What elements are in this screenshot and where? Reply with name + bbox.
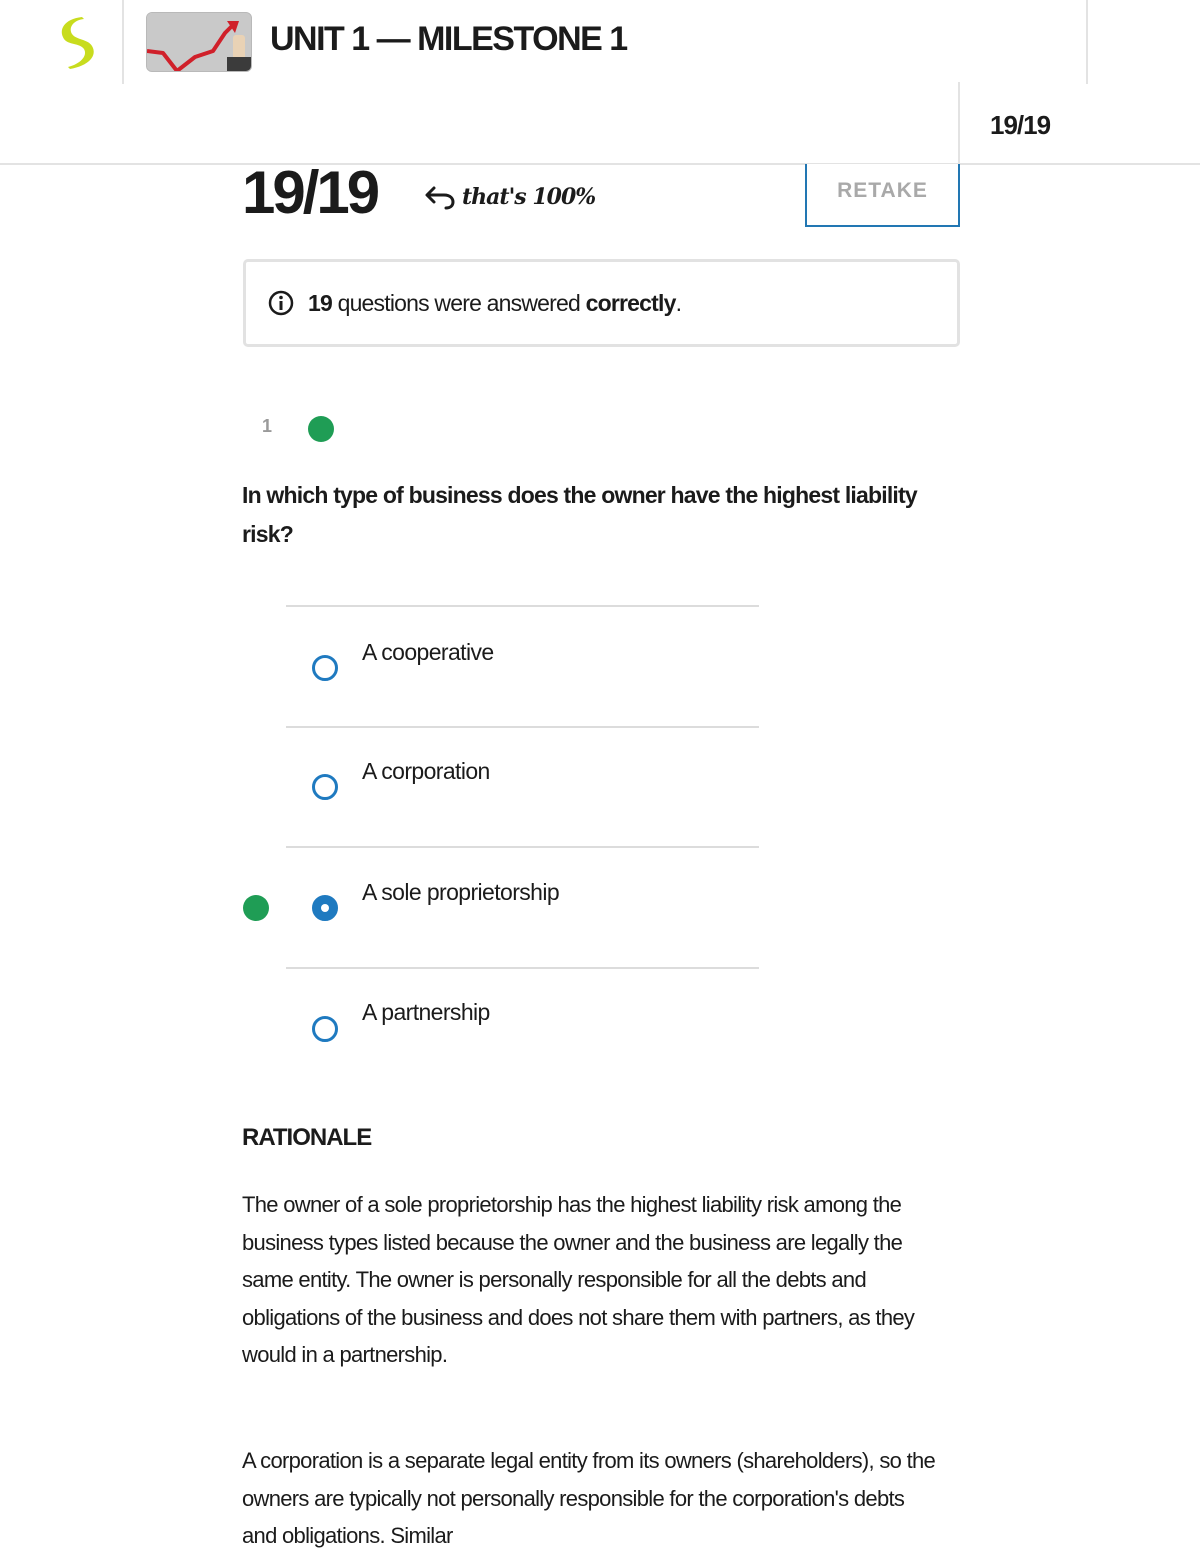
- score-bar-bottom-border: [0, 163, 1200, 165]
- score-bar-divider: [958, 82, 960, 164]
- info-icon: [268, 290, 294, 316]
- rationale-paragraph: A corporation is a separate legal entity from its owners (shareholders), so the owners are typically not personally responsible for the corporation's debts and obligations. Similar: [242, 1448, 936, 1548]
- option-label: A partnership: [362, 999, 490, 1025]
- info-end: .: [675, 289, 682, 316]
- header-divider: [122, 0, 124, 84]
- percent-note: [424, 184, 595, 210]
- question-text: In which type of business does the owner have the highest liability risk?: [242, 482, 917, 547]
- option-label: A corporation: [362, 758, 490, 784]
- radio-button[interactable]: [312, 1016, 338, 1042]
- option-label: A sole proprietorship: [362, 879, 560, 905]
- radio-button-selected[interactable]: [312, 895, 338, 921]
- app-header: [0, 0, 1200, 84]
- correct-answer-indicator: [243, 895, 269, 921]
- results-info-box: [243, 259, 960, 347]
- retake-button[interactable]: RETAKE: [805, 164, 960, 227]
- option-partnership[interactable]: [286, 969, 759, 1087]
- option-corporation[interactable]: [286, 728, 759, 846]
- question-correct-indicator: [308, 416, 334, 442]
- score-bar-score: 19/19: [990, 110, 1051, 140]
- radio-button[interactable]: [312, 774, 338, 800]
- unit-title: UNIT 1 — MILESTONE 1: [270, 20, 627, 58]
- option-sole-proprietorship[interactable]: [286, 848, 759, 966]
- big-score: 19/19: [242, 159, 378, 226]
- option-label: A cooperative: [362, 639, 494, 665]
- radio-button[interactable]: [312, 655, 338, 681]
- rationale-heading: RATIONALE: [242, 1124, 372, 1151]
- rationale-paragraph: The owner of a sole proprietorship has the highest liability risk among the business types listed because the owner and the business are legally the same entity. The owner is personally responsible for all the debts and obligations of the business and does not share them with partners, as they would in a partnership.: [242, 1192, 915, 1367]
- course-thumbnail[interactable]: [146, 12, 252, 72]
- option-cooperative[interactable]: [286, 607, 759, 725]
- question-number: 1: [262, 416, 273, 436]
- info-middle: questions were answered: [331, 289, 586, 316]
- header-divider-right: [1086, 0, 1088, 84]
- sophia-logo-icon[interactable]: [54, 14, 100, 70]
- info-emphasis: correctly: [585, 289, 676, 316]
- results-info-text: [308, 290, 681, 317]
- trend-chart-icon: [147, 13, 252, 72]
- percent-note-text: that's 100%: [462, 184, 596, 210]
- correct-count: 19: [308, 289, 332, 316]
- curved-arrow-icon: [424, 184, 456, 210]
